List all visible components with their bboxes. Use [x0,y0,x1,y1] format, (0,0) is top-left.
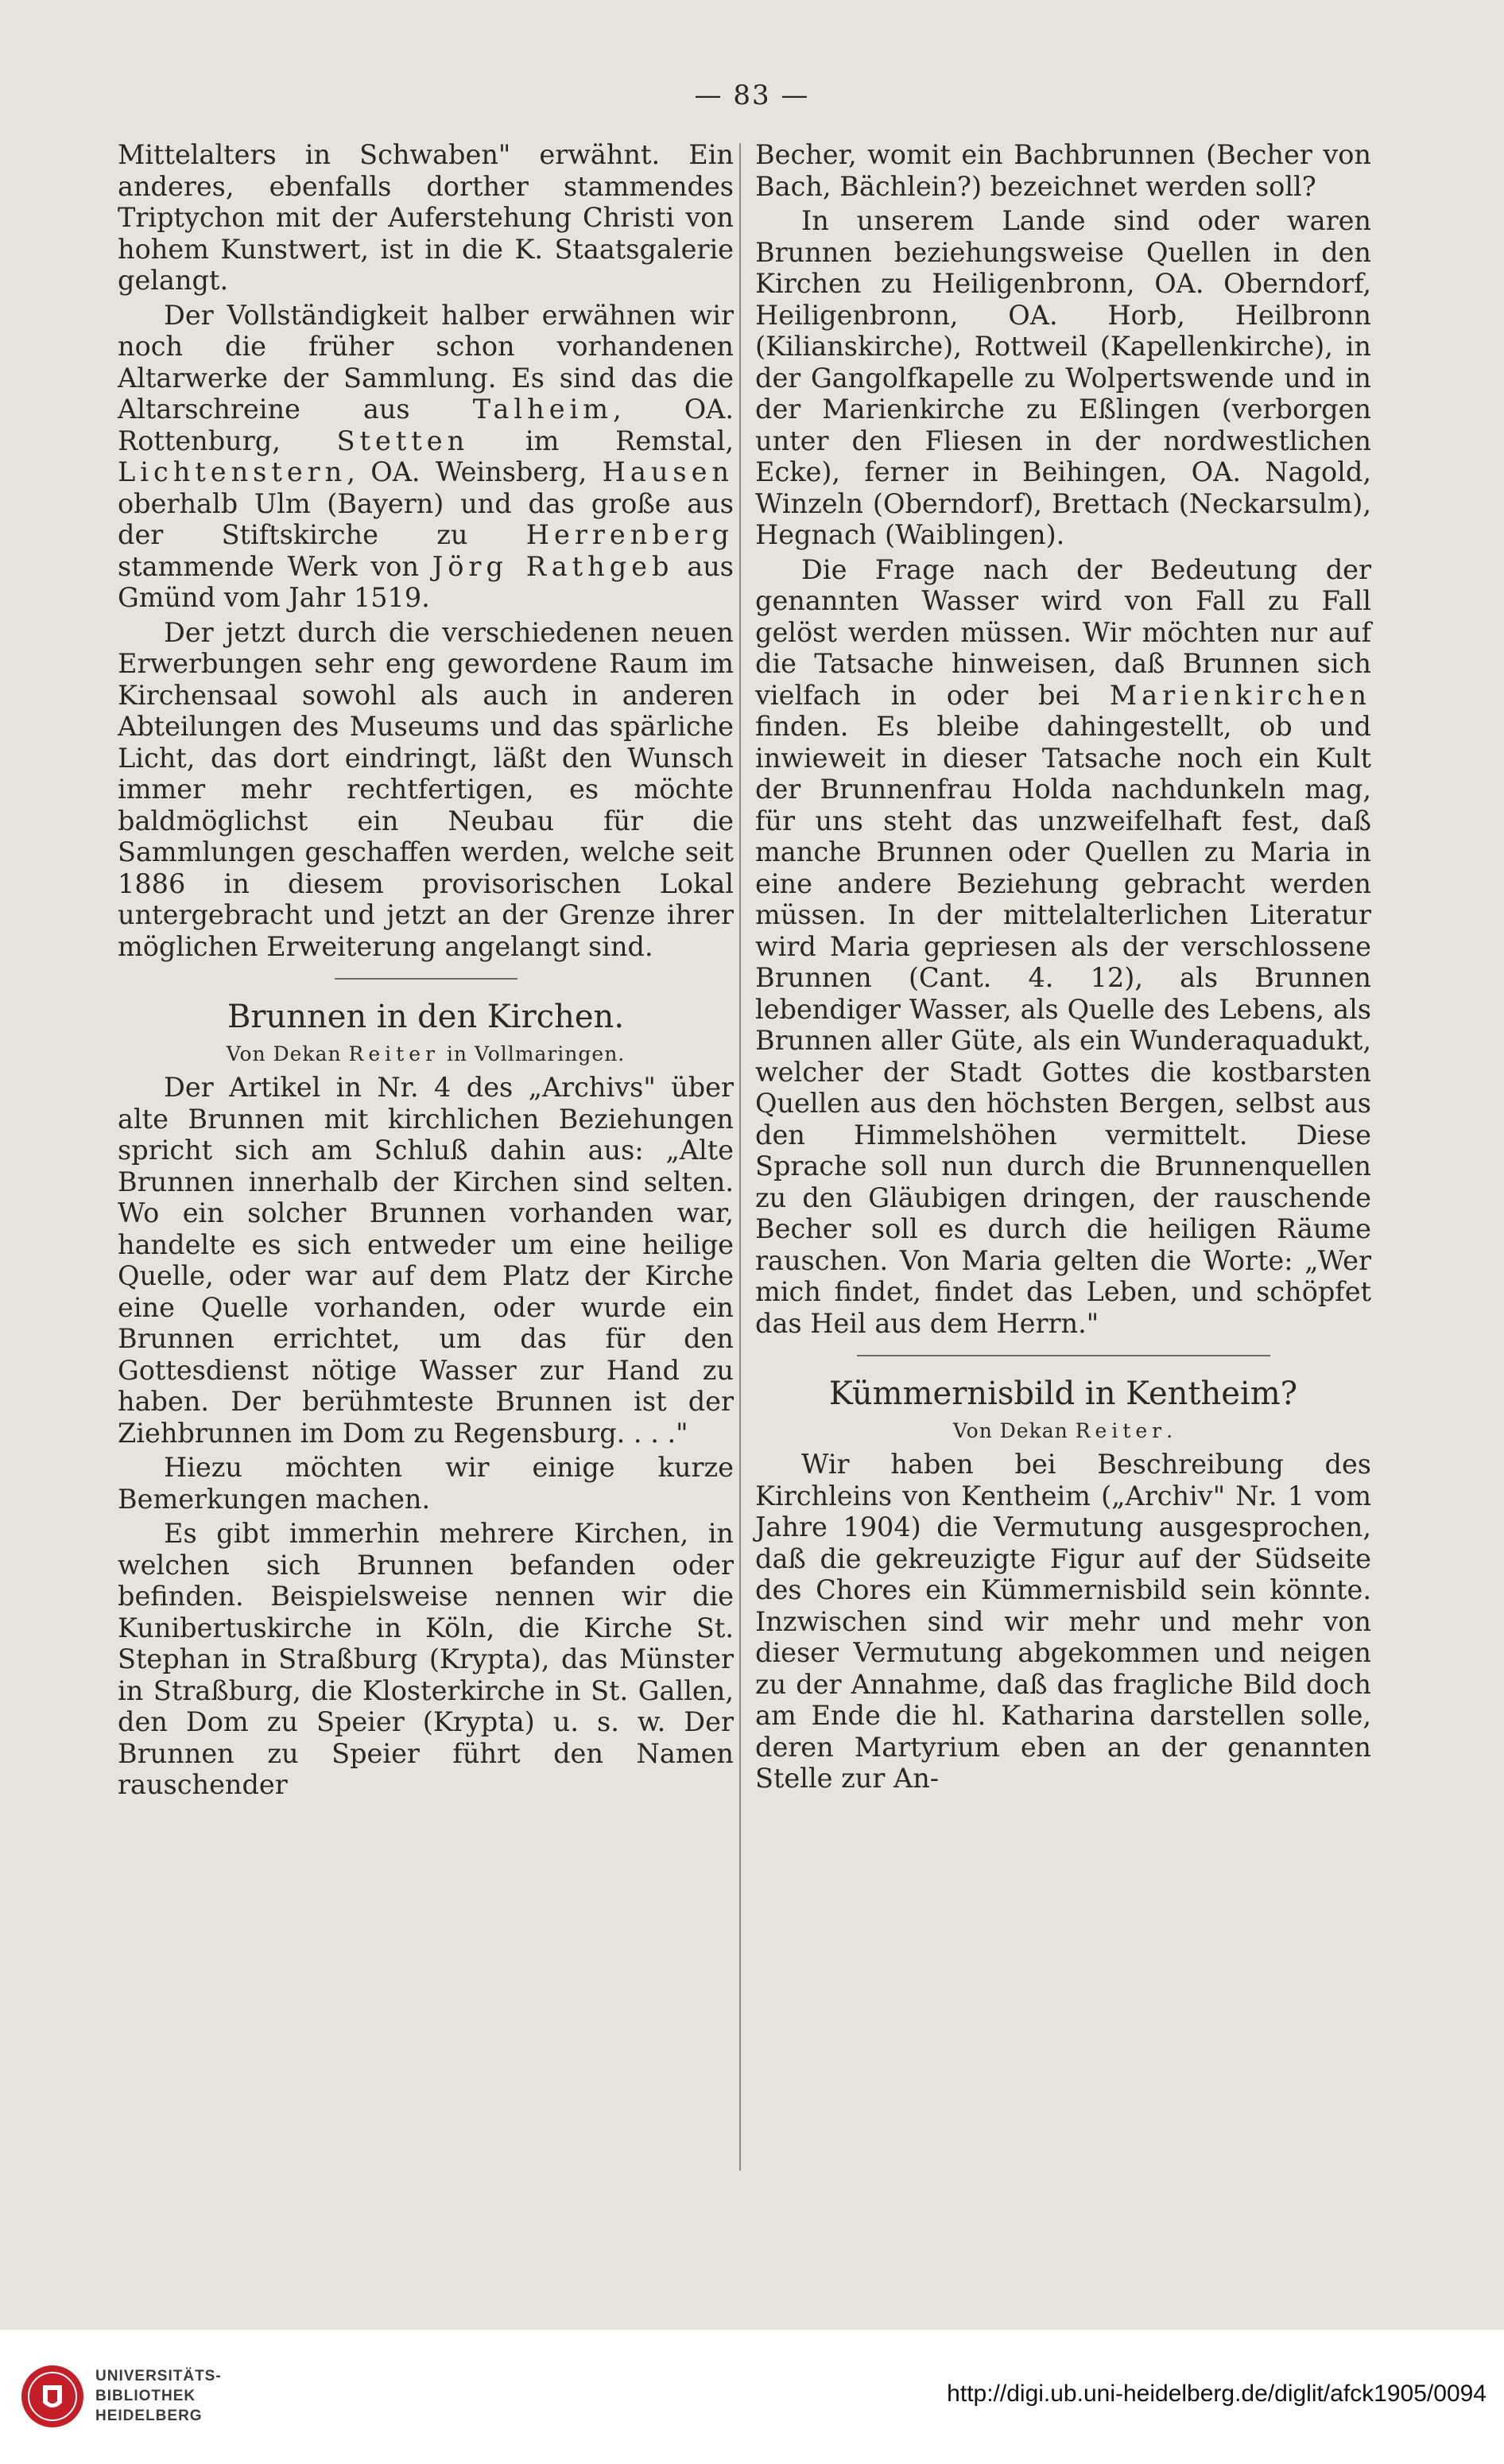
logo-line: HEIDELBERG [95,2408,203,2424]
logo-line: UNIVERSITÄTS- [95,2368,222,2384]
person-name: Jörg Rathgeb [432,550,674,582]
place-name: Stetten [336,425,470,456]
text-run: aus Gmünd vom Jahr 1519. [118,550,735,613]
place-name: Lichtenstern [118,456,347,487]
right-column [755,139,1371,1795]
section-divider [857,1355,1270,1356]
text-run: Der Vollständigkeit halber erwähnen wir noch die früher schon vorhandenen Altarwerke der Sammlung. Es sind das die Altarschreine aus [118,299,734,425]
place-name: Hausen [602,456,734,487]
text-run: Die Frage nach der Bedeutung der genannten Wasser wird von Fall zu Fall gelöst werden müssen. Wir möchten nur auf die Tatsache hinweisen, daß Brunnen sich vielfach in oder bei [755,553,1371,711]
paragraph: Wir haben bei Beschreibung des Kirchleins von Kentheim („Archiv" Nr. 1 vom Jahre 1904) die Vermutung ausgesprochen, daß die gekreuzigte Figur auf der Südseite des Chores ein Kümmernisbild sein könnte. Inzwischen sind wir mehr und mehr von dieser Vermutung abgekommen und neigen zu der Annahme, daß das fragliche Bild doch am Ende die hl. Katharina darstellen solle, deren Martyrium eben an der genannten Stelle zur An- [755,1449,1371,1794]
university-seal-icon [19,2363,86,2430]
source-url-link[interactable]: http://digi.ub.uni-heidelberg.de/diglit/afck1905/0094 [947,2381,1487,2407]
text-run: finden. Es bleibe dahingestellt, ob und inwieweit in dieser Tatsache noch ein Kult der Brunnenfrau Holda nachdunkeln mag, für uns steht das unzweifelhaft fest, daß manche Brunnen oder Quellen zu Maria in eine andere Beziehung gebracht werden müssen. In der mittelalterlichen Literatur wird Maria gepriesen als der verschlossene Brunnen (Cant. 4. 12), als Brunnen lebendiger Wasser, als Quelle des Lebens, als Brunnen aller Güte, als ein Wunderaquadukt, welcher der Stadt Gottes die kostbarsten Quellen aus den höchsten Bergen, selbst aus den Himmelshöhen vermittelt. Diese Sprache soll nun durch die Brunnenquellen zu den Gläubigen dringen, der rauschende Becher soll es durch die heiligen Räume rauschen. Von Maria gelten die Worte: „Wer mich findet, findet das Leben, und schöpfet das Heil aus dem Herrn." [755,711,1371,1339]
author-name: Reiter [348,1042,440,1065]
article-title: Kümmernisbild in Kentheim? [828,1376,1298,1412]
byline-text: in Vollmaringen. [439,1042,626,1065]
paragraph: Der jetzt durch die verschiedenen neuen Erwerbungen sehr eng gewordene Raum im Kirchensaal sowohl als auch in anderen Abteilungen des Museums und das spärliche Licht, das dort eindringt, läßt den Wunsch immer mehr rechtfertigen, es möchte baldmöglichst ein Neubau für die Sammlungen geschaffen werden, welche seit 1886 in diesem provisorischen Lokal untergebracht und jetzt an der Grenze ihrer möglichen Erweiterung angelangt sind. [118,616,734,962]
place-name: Talheim [472,394,613,425]
article-byline [755,1417,1371,1445]
byline-text: Von Dekan [226,1042,349,1065]
text-run: oberhalb Ulm (Bayern) und das große aus der Stiftskirche zu [118,487,734,550]
author-name: Reiter [1075,1419,1167,1442]
paragraph: Mittelalters in Schwaben" erwähnt. Ein anderes, ebenfalls dorther stammendes Triptychon mit der Auferstehung Christi von hohem Kunstwert, ist in die K. Staatsgalerie gelangt. [118,139,734,296]
left-column [118,139,734,1801]
place-name: Herrenberg [525,519,734,550]
section-divider [335,978,517,980]
library-logo-text [95,2366,222,2426]
text-run: , OA. Weinsberg, [347,456,603,487]
paragraph: Becher, womit ein Bachbrunnen (Becher von Bach, Bächlein?) bezeichnet werden soll? [755,139,1371,202]
paragraph: In unserem Lande sind oder waren Brunnen beziehungsweise Quellen in den Kirchen zu Heiligenbronn, OA. Oberndorf, Heiligenbronn, OA. Horb, Heilbronn (Kilianskirche), Rottweil (Kapellenkirche), in der Gangolfkapelle zu Wolpertswende und in der Marienkirche zu Eßlingen (verborgen unter den Fliesen in der nordwestlichen Ecke), ferner in Beihingen, OA. Nagold, Winzeln (Oberndorf), Brettach (Neckarsulm), Hegnach (Waiblingen). [755,205,1371,550]
emphasized-word: Marienkirchen [1109,679,1371,711]
byline-text: . [1166,1419,1174,1442]
paragraph: Es gibt immerhin mehrere Kirchen, in welchen sich Brunnen befanden oder befinden. Beispielsweise nennen wir die Kunibertuskirche in Köln, die Kirche St. Stephan in Straßburg (Krypta), das Münster in Straßburg, die Klosterkirche in St. Gallen, den Dom zu Speier (Krypta) u. s. w. Der Brunnen zu Speier führt den Namen rauschender [118,1518,734,1800]
logo-line: BIBLIOTHEK [95,2388,196,2404]
paragraph: Hiezu möchten wir einige kurze Bemerkungen machen. [118,1452,734,1515]
paragraph: Der Artikel in Nr. 4 des „Archivs" über alte Brunnen mit kirchlichen Beziehungen spricht sich am Schluß dahin aus: „Alte Brunnen innerhalb der Kirchen sind selten. Wo ein solcher Brunnen vorhanden war, handelte es sich entweder um eine heilige Quelle, oder war auf dem Platz der Kirche eine Quelle vorhanden, oder wurde ein Brunnen errichtet, um das für den Gottesdienst nötige Wasser zur Hand zu haben. Der berühmteste Brunnen ist der Ziehbrunnen im Dom zu Regensburg. . . ." [118,1072,734,1449]
article-title: Brunnen in den Kirchen. [227,999,625,1035]
text-run: stammende Werk von [118,550,432,582]
text-run: , OA. Rottenburg, [118,394,735,456]
text-run: im Remstal, [469,425,734,456]
paragraph-marienkirchen [755,554,1371,1340]
column-rule [739,143,741,2171]
page-number: — 83 — [694,80,810,111]
article-byline [118,1040,734,1069]
byline-text: Von Dekan [952,1419,1076,1442]
paragraph-altarwerke [118,300,734,614]
footer-bar [0,2330,1504,2464]
